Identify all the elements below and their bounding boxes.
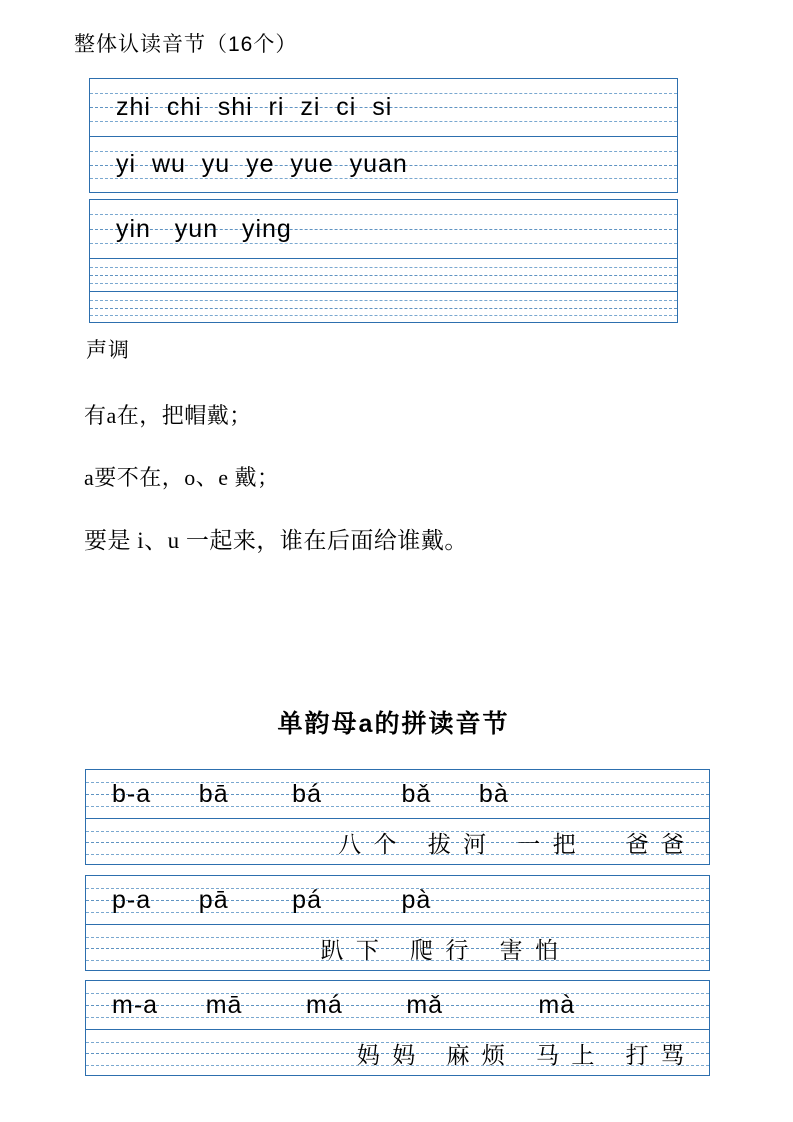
- pinyin-grid-row: [90, 200, 677, 258]
- pinyin-grid-row: [86, 981, 709, 1029]
- pinyin-grid-row: [90, 136, 677, 192]
- pinyin-grid-row: [90, 79, 677, 136]
- pinyin-grid-row-blank: [90, 291, 677, 322]
- pinyin-grid-row: [86, 876, 709, 924]
- hanzi-grid-row: [86, 1029, 709, 1076]
- syllable-group-box-m: [85, 980, 710, 1076]
- pinyin-grid-row-blank: [90, 258, 677, 291]
- pinyin-text: [90, 292, 677, 322]
- pinyin-grid-box-2: [89, 199, 678, 323]
- hanzi-text: 趴 下 爬 行 害 怕: [320, 936, 561, 963]
- tone-rule-line-1: 有a在，把帽戴；: [84, 403, 252, 428]
- section-heading-tones: 声调: [86, 339, 130, 362]
- hanzi-grid-row: [86, 818, 709, 865]
- section-heading-whole-syllables: 整体认读音节（16个）: [74, 33, 298, 56]
- pinyin-text: zhi chi shi ri zi ci si: [116, 93, 393, 121]
- hanzi-text: 妈 妈 麻 烦 马 上 打 骂: [356, 1041, 687, 1068]
- tone-rule-line-3: 要是 i、u 一起来，谁在后面给谁戴。: [84, 528, 468, 553]
- pinyin-text: p-a pā pá pà: [112, 885, 432, 914]
- pinyin-text: yi wu yu ye yue yuan: [116, 150, 408, 178]
- syllable-group-box-b: [85, 769, 710, 865]
- hanzi-grid-row: [86, 924, 709, 971]
- section-heading-syllable-practice: [0, 704, 793, 740]
- hanzi-text: 八 个 拔 河 一 把 爸 爸: [338, 830, 687, 857]
- pinyin-text: m-a mā má mǎ mà: [112, 990, 576, 1019]
- pinyin-grid-row: [86, 770, 709, 818]
- syllable-group-box-p: [85, 875, 710, 971]
- pinyin-text: b-a bā bá bǎ bà: [112, 779, 509, 808]
- pinyin-grid-box-1: [89, 78, 678, 193]
- pinyin-text: yin yun ying: [116, 214, 292, 243]
- section-heading-text: 单韵母a的拼读音节: [277, 710, 510, 738]
- pinyin-text: [90, 259, 677, 291]
- tone-rule-line-2: a要不在，o、e 戴；: [84, 465, 280, 490]
